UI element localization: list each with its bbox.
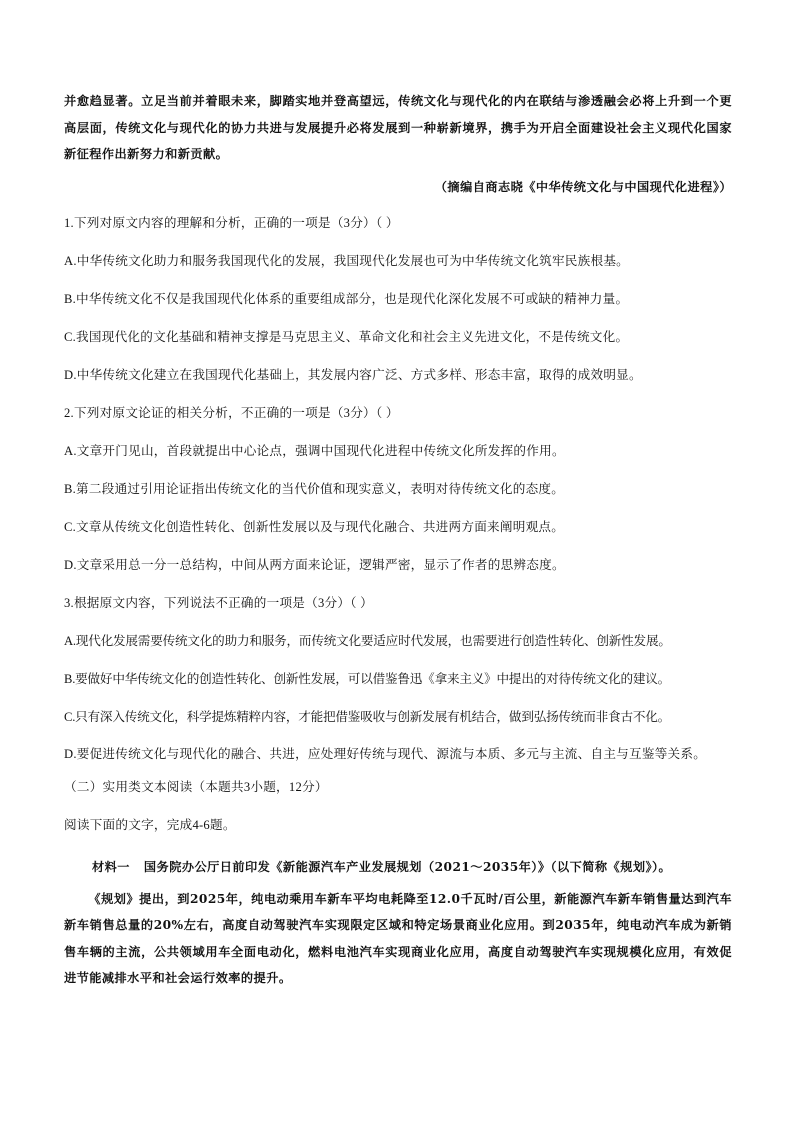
intro-paragraph: 并愈趋显著。立足当前并着眼未来，脚踏实地并登高望远，传统文化与现代化的内在联结与渗透融会必将上升到一个更高层面，传统文化与现代化的协力共进与发展提升必将发展到一种崭新境界，携手为开启全面建设社会主义现代化国家新征程作出新努力和新贡献。 bbox=[64, 94, 732, 161]
option-d: D.中华传统文化建立在我国现代化基础上，其发展内容广泛、方式多样、形态丰富，取得的成效明显。 bbox=[64, 367, 642, 382]
question-stem: 1.下列对原文内容的理解和分析，正确的一项是（3分）（ ） bbox=[64, 215, 399, 230]
option-a: A.现代化发展需要传统文化的助力和服务，而传统文化要适应时代发展，也需要进行创造性转化、创新性发展。 bbox=[64, 633, 671, 648]
option-b: B.第二段通过引用论证指出传统文化的当代价值和现实意义，表明对待传统文化的态度。 bbox=[64, 481, 565, 496]
document-page bbox=[64, 88, 732, 992]
option-b: B.中华传统文化不仅是我国现代化体系的重要组成部分，也是现代化深化发展不可或缺的精神力量。 bbox=[64, 291, 629, 306]
option-d: D.要促进传统文化与现代化的融合、共进，应处理好传统与现代、源流与本质、多元与主流、自主与互鉴等关系。 bbox=[64, 746, 707, 761]
material-heading bbox=[64, 854, 732, 880]
option-c: C.文章从传统文化创造性转化、创新性发展以及与现代化融合、共进两方面来阐明观点。 bbox=[64, 519, 565, 534]
material-headline: 国务院办公厅日前印发《新能源汽车产业发展规划（2021～2035年）》（以下简称《规划》）。 bbox=[143, 859, 672, 874]
option-c: C.只有深入传统文化，科学提炼精粹内容，才能把借鉴吸收与创新发展有机结合，做到弘扬传统而非食古不化。 bbox=[64, 709, 671, 724]
question-3 bbox=[64, 590, 732, 774]
material-body: 《规划》提出，到2025年，纯电动乘用车新车平均电耗降至12.0千瓦时/百公里，新能源汽车新车销售量达到汽车新车销售总量的20%左右，高度自动驾驶汽车实现限定区域和特定场景商业化应用。到2035年，纯电动汽车成为新销售车辆的主流，公共领域用车全面电动化，燃料电池汽车实现商业化应用，高度自动驾驶汽车实现规模化应用，有效促进节能减排水平和社会运行效率的提升。 bbox=[64, 891, 732, 985]
question-1 bbox=[64, 210, 732, 400]
option-b: B.要做好中华传统文化的创造性转化、创新性发展，可以借鉴鲁迅《拿来主义》中提出的对待传统文化的建议。 bbox=[64, 671, 671, 686]
option-c: C.我国现代化的文化基础和精神支撑是马克思主义、革命文化和社会主义先进文化，不是传统文化。 bbox=[64, 329, 629, 344]
question-stem: 2.下列对原文论证的相关分析，不正确的一项是（3分）（ ） bbox=[64, 405, 399, 420]
question-2 bbox=[64, 400, 732, 590]
option-a: A.文章开门见山，首段就提出中心论点，强调中国现代化进程中传统文化所发挥的作用。 bbox=[64, 443, 565, 458]
source-citation: （摘编自商志晓《中华传统文化与中国现代化进程》） bbox=[434, 179, 732, 194]
question-stem: 3.根据原文内容，下列说法不正确的一项是（3分）（ ） bbox=[64, 595, 373, 610]
option-a: A.中华传统文化助力和服务我国现代化的发展，我国现代化发展也可为中华传统文化筑牢民族根基。 bbox=[64, 253, 630, 268]
reading-instruction: 阅读下面的文字，完成4-6题。 bbox=[64, 817, 236, 832]
option-d: D.文章采用总一分一总结构，中间从两方面来论证，逻辑严密，显示了作者的思辨态度。 bbox=[64, 557, 565, 572]
section-title: （二）实用类文本阅读（本题共3小题，12分） bbox=[64, 779, 328, 794]
material-label: 材料一 bbox=[92, 859, 130, 874]
